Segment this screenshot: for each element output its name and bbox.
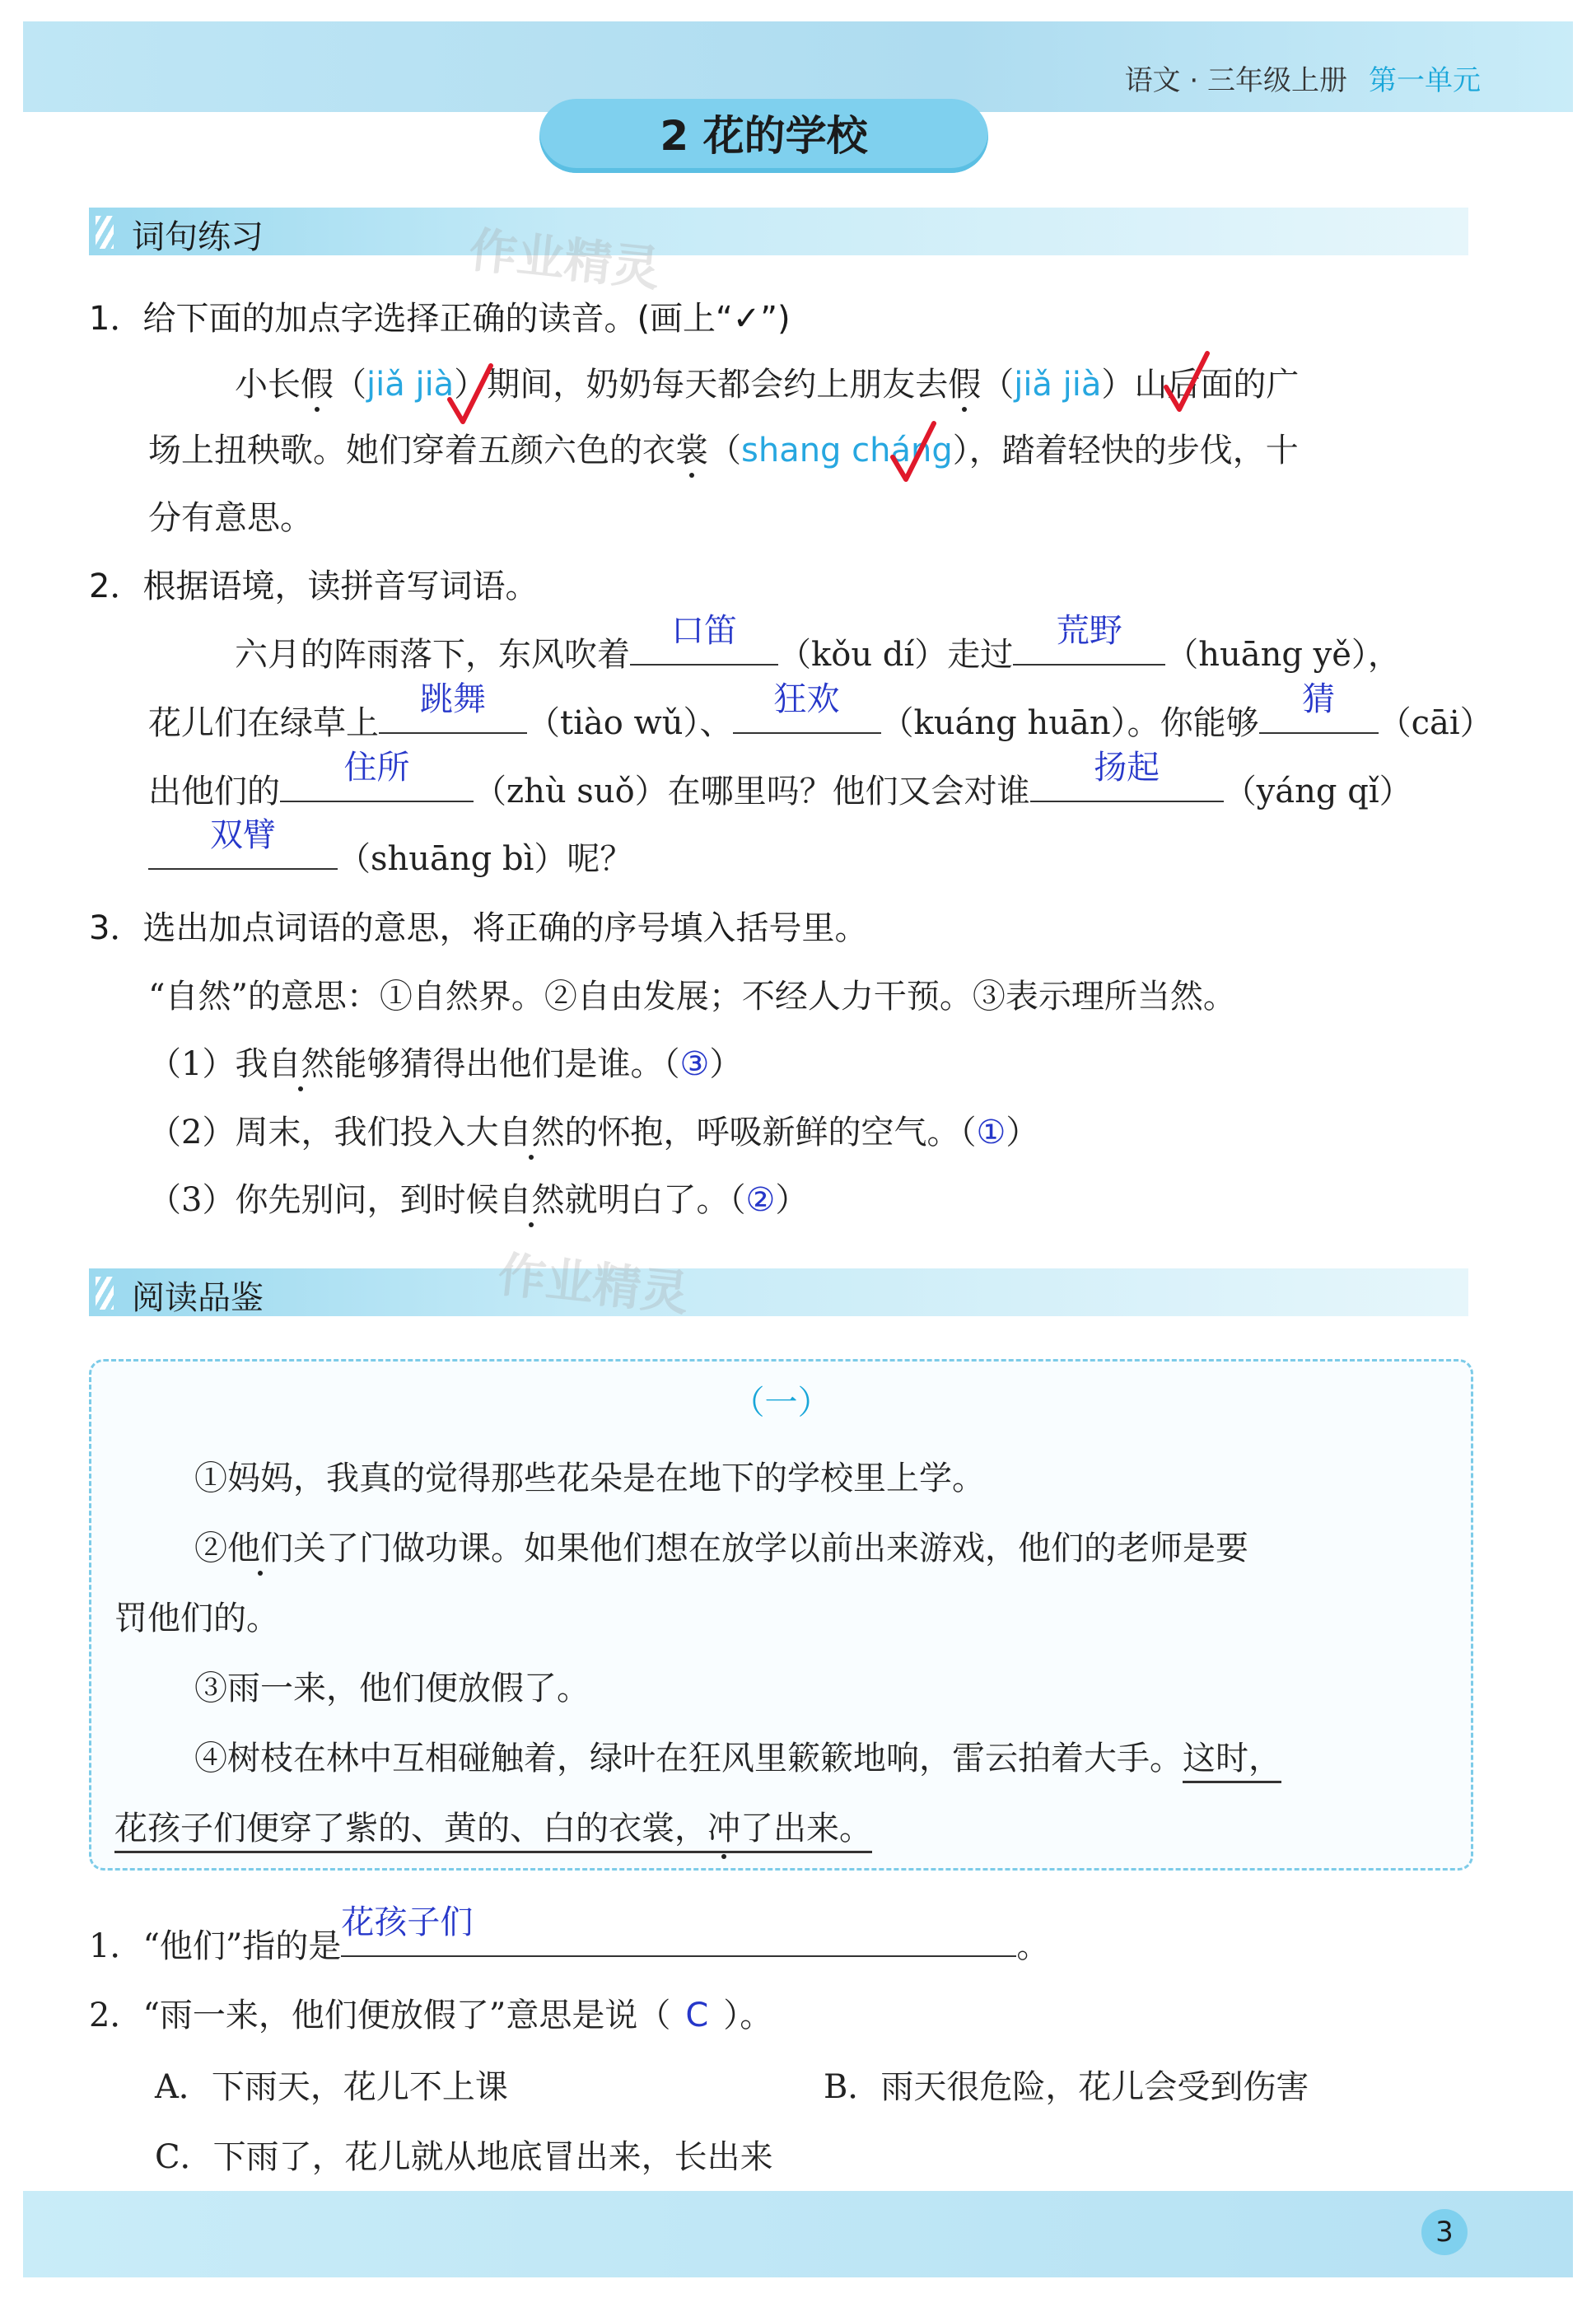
pinyin-options: jiǎ jià	[366, 366, 455, 404]
header-info	[1125, 58, 1481, 98]
paragraph-2-cont: 罚他们的。	[114, 1600, 279, 1637]
q3-item-2: （2）周末，我们投入大自然的怀抱，呼吸新鲜的空气。（①）	[148, 1114, 1039, 1151]
q1-prompt: 1．给下面的加点字选择正确的读音。(画上“✓”)	[89, 300, 791, 338]
q1-line-2: 场上扭秧歌。她们穿着五颜六色的衣裳（shang cháng），踏着轻快的步伐，十	[148, 432, 1299, 469]
paragraph-4: ④树枝在林中互相碰触着，绿叶在狂风里簌簌地响，雷云拍着大手。这时，	[194, 1732, 1281, 1779]
passage-title: （一）	[731, 1384, 831, 1422]
dotted-word: 自然	[268, 1045, 334, 1083]
dotted-word: 他们	[227, 1530, 293, 1567]
paragraph-3: ③雨一来，他们便放假了。	[194, 1670, 590, 1707]
handwritten-answer: 荒野	[1056, 612, 1122, 650]
pinyin-options: jiǎ jià	[1014, 366, 1102, 404]
underlined-text: 花孩子们便穿了紫的、黄的、白的衣裳，	[114, 1810, 707, 1853]
footer-band	[23, 2191, 1573, 2277]
paragraph-4-cont	[114, 1802, 872, 1849]
handwritten-answer: 跳舞	[420, 680, 486, 718]
reading-q2: 2．“雨一来，他们便放假了”意思是说（ C ）。	[89, 1997, 773, 2034]
handwritten-answer: 住所	[343, 749, 410, 787]
dotted-char: 冲	[707, 1810, 740, 1853]
option-a: A．下雨天，花儿不上课	[155, 2068, 508, 2106]
handwritten-answer: 口笛	[671, 612, 737, 650]
watermark: 作业精灵	[466, 222, 663, 297]
check-mark-icon	[1161, 350, 1211, 416]
section-bar-reading	[89, 1268, 1468, 1316]
check-mark-icon	[445, 362, 494, 428]
dotted-word: 自然	[498, 1181, 565, 1219]
handwritten-answer: C	[685, 1997, 709, 2034]
q3-meaning: “自然”的意思：①自然界。②自由发展；不经人力干预。③表示理所当然。	[148, 978, 1236, 1016]
paragraph-2: ②他们关了门做功课。如果他们想在放学以前出来游戏，他们的老师是要	[194, 1530, 1248, 1567]
handwritten-answer: ②	[745, 1181, 776, 1219]
dotted-char: 假	[948, 366, 982, 404]
q2-line-1: 六月的阵雨落下，东风吹着 口笛 （kǒu dí）走过 荒野 （huāng yě），	[235, 628, 1401, 675]
option-c: C．下雨了，花儿就从地底冒出来，长出来	[155, 2138, 773, 2176]
section-title-vocab: 词句练习	[132, 218, 264, 256]
handwritten-answer: 狂欢	[773, 680, 840, 718]
handwritten-answer: 双臂	[210, 816, 276, 854]
dotted-char: 裳	[675, 432, 708, 469]
handwritten-answer: 花孩子们	[341, 1903, 474, 1941]
reading-q1: 1．“他们”指的是 花孩子们 。	[89, 1919, 1049, 1967]
q3-prompt: 3．选出加点词语的意思，将正确的序号填入括号里。	[89, 909, 868, 947]
q2-line-4: 双臂 （shuāng bì）呢？	[148, 832, 632, 880]
section-title-reading: 阅读品鉴	[132, 1279, 264, 1317]
underlined-text: 了出来。	[740, 1810, 872, 1853]
check-mark-icon	[888, 420, 937, 486]
q2-prompt: 2．根据语境，读拼音写词语。	[89, 567, 539, 605]
section-bar-vocab	[89, 208, 1468, 255]
paragraph-1: ①妈妈，我真的觉得那些花朵是在地下的学校里上学。	[194, 1460, 985, 1497]
pinyin-options: shang cháng	[741, 432, 953, 469]
watermark: 作业精灵	[495, 1246, 692, 1322]
q3-item-1: （1）我自然能够猜得出他们是谁。（③）	[148, 1045, 743, 1083]
handwritten-answer: ③	[679, 1045, 710, 1083]
handwritten-answer: 猜	[1302, 680, 1336, 718]
q2-line-2: 花儿们在绿草上 跳舞 （tiào wǔ）、 狂欢 （kuáng huān）。你能够 猜 （cāi）	[148, 696, 1493, 744]
page-number: 3	[1421, 2209, 1468, 2255]
handwritten-answer: 扬起	[1094, 749, 1160, 787]
reading-passage-box	[89, 1359, 1473, 1871]
q1-line-3: 分有意思。	[148, 499, 313, 537]
q3-item-3: （3）你先别问，到时候自然就明白了。（②）	[148, 1181, 809, 1219]
dotted-char: 假	[301, 366, 334, 404]
handwritten-answer: ①	[976, 1114, 1006, 1151]
option-b: B．雨天很危险，花儿会受到伤害	[824, 2068, 1309, 2106]
page-title: 2 花的学校	[539, 99, 988, 173]
q1-line-1: 小长假（jiǎ jià）期间，奶奶每天都会约上朋友去假（jiǎ jià）山后面的广	[235, 366, 1300, 404]
subject-label: 语文 · 三年级上册	[1124, 64, 1347, 97]
dotted-word: 自然	[498, 1114, 565, 1151]
unit-label: 第一单元	[1369, 64, 1481, 97]
q2-line-3: 出他们的 住所 （zhù suǒ）在哪里吗？他们又会对谁 扬起 （yáng qǐ）	[148, 764, 1412, 812]
underlined-text: 这时，	[1183, 1740, 1281, 1783]
